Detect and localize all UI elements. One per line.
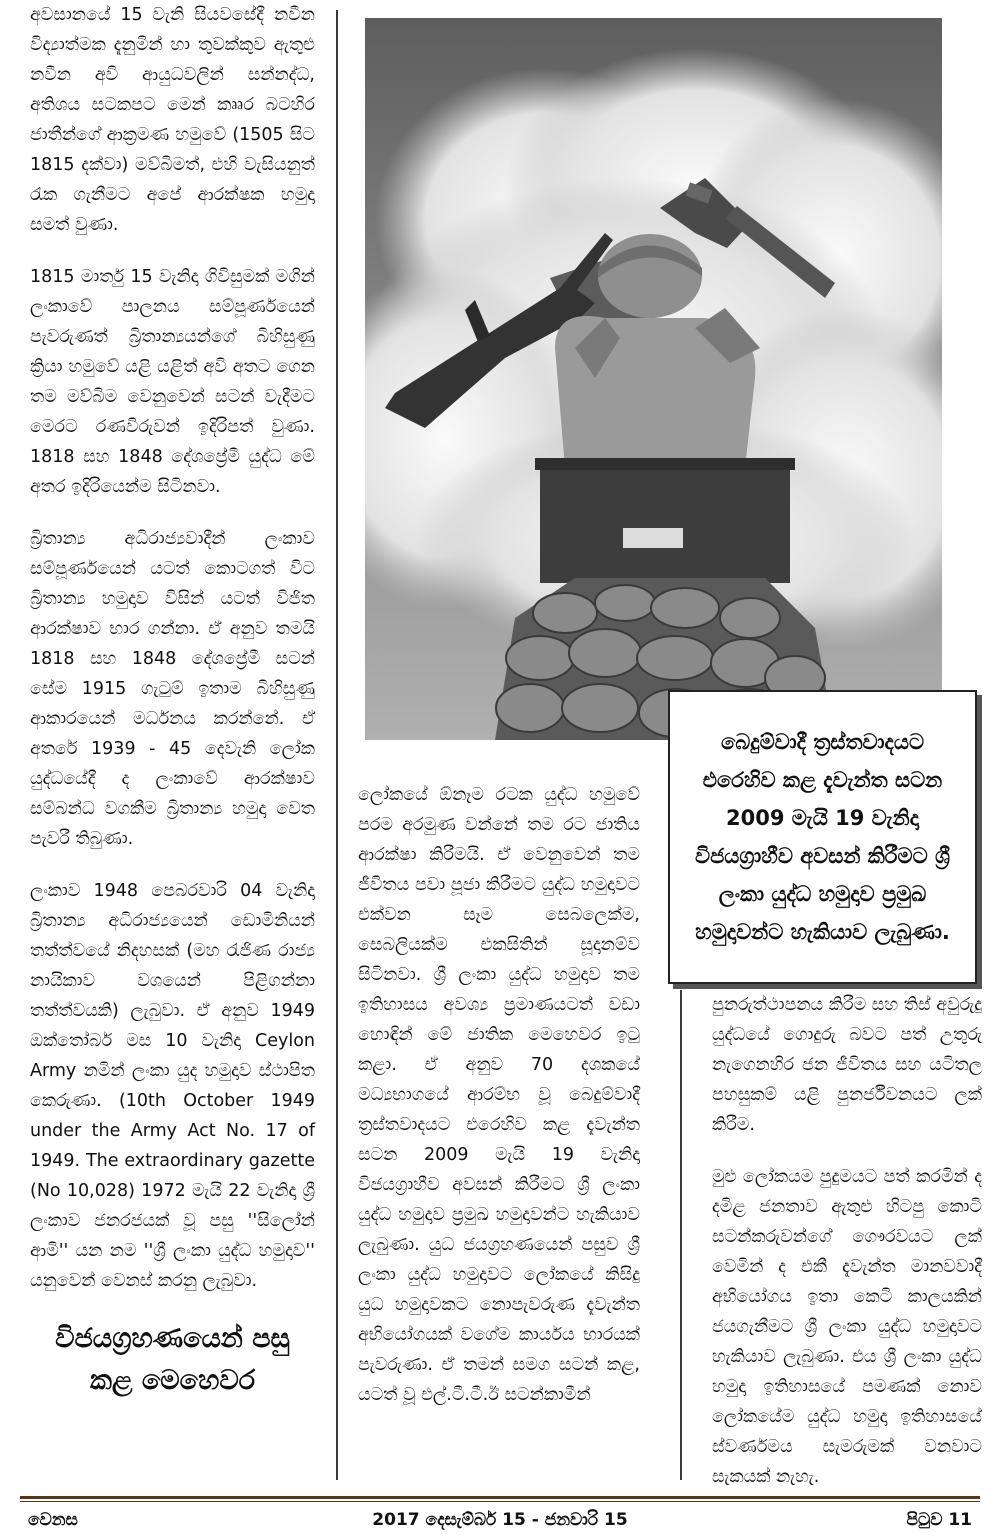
page-number: පිටුව 11 — [906, 1510, 972, 1530]
pull-quote-text: බෙදුම්වාදී ත්‍රස්තවාදයට එරෙහිව කළ දැවැන්ත සටන 2009 මැයි 19 වැනිදා විජයග්‍රාහීව අවසන් කිරීමට ශ්‍රී ලංකා යුද්ධ හමුදාව ප්‍රමුඛ හමුදාවන්ට හැකියාව ලැබුණා. — [694, 730, 951, 944]
right-column — [712, 990, 982, 1514]
publication-name: වෙනස — [28, 1510, 78, 1530]
right-paragraph-1: පුනරුත්ථාපනය කිරීම සහ තිස් අවුරුදු යුද්ධයේ ගොදුරු බවට පත් උතුරු නැගෙනහිර ජන ජීවිතය සහ යටිතල පහසුකම් යළි පුනර්ජීවනයට ලක් කිරීම. — [712, 995, 982, 1135]
left-column — [30, 0, 315, 1402]
column-divider-left — [336, 10, 338, 1480]
section-heading: විජයග්‍රහණයෙන් පසු කළ මෙහෙවර — [55, 1323, 290, 1396]
column-divider-right — [680, 990, 682, 1480]
right-paragraph-2: මුළු ලෝකයම පුදුමයට පත් කරමින් ද දමිළ ජනතාව ඇතුළු හිටපු කොටි සටන්කරුවන්ගේ ගෞරවයට ලක් වෙමින් ද එකී දැවැන්ත මානවවාදී අභියෝගය ඉතා කෙටි කාලයකින් ජයගැනීමට ශ්‍රී ලංකා යුද්ධ හමුදාවට හැකියාව ලැබුණා. එය ශ්‍රී ලංකා යුද්ධ හමුදා ඉතිහාසයේ පමණක් නොව ලෝකයේම යුද්ධ හමුදා ඉතිහාසයේ ස්වර්ණමය සැමරුමක් වනවාට සැකයක් නැහැ. — [712, 1167, 982, 1487]
page-footer — [20, 1506, 980, 1536]
soldier-statue-photo — [365, 18, 942, 740]
left-paragraph-4: ලංකාව 1948 පෙබරවාරි 04 වැනිදා බ්‍රිතාන්‍ය අධිරාජ්‍යයෙන් ඩොමිනියන් තත්ත්වයේ නිදහසක් (මහ රැජිණ රාජ්‍ය නායිකාව වශයෙන් පිළිගන්නා තත්ත්වයකි) ලැබුවා. ඒ අනුව 1949 ඔක්තෝබර් මස 10 වැනිදා Ceylon Army නමින් ලංකා යුද හමුදාව ස්ථාපිත කෙරුණා. (10th October 1949 under the Army Act No. 17 of 1949. The extraordinary gazette (No 10,028) 1972 මැයි 22 වැනිදා ශ්‍රී ලංකාව ජනරජයක් වූ පසු ''සිලෝන් ආමි'' යන නම ''ශ්‍රී ලංකා යුද්ධ හමුදාව'' යනුවෙන් වෙනස් කරනු ලැබුවා. — [30, 881, 315, 1291]
middle-column — [358, 780, 640, 1432]
left-paragraph-2: 1815 මාර්තු 15 වැනිදා ගිවිසුමක් මගින් ලංකාවේ පාලනය සම්පූර්ණයෙන් පැවරුණත් බ්‍රිතාන්‍යයන්ගේ බිහිසුණු ක්‍රියා හමුවේ යළි යළිත් අවි අතට ගෙන තම මව්බිම වෙනුවෙන් සටන් වැදීමට මෙරට රණවිරුවන් ඉදිරිපත් වුණා. 1818 සහ 1848 දේශප්‍රේමී යුද්ධ මේ අතර ඉදිරියෙන්ම සිටිනවා. — [30, 267, 315, 497]
footer-rule-thin — [20, 1501, 980, 1502]
pedestal — [540, 463, 790, 583]
middle-paragraph-1: ලෝකයේ ඕනෑම රටක යුද්ධ හමුවේ පරම අරමුණ වන්නේ තම රට ජාතිය ආරක්ෂා කිරීමයි. ඒ වෙනුවෙන් තම ජීවිතය පවා පූජා කිරීමට යුද්ධ හමුදාවට එක්වන සෑම සෙබලෙක්ම, සෙබලියක්ම එකසිතින් සූදානම්ව සිටිනවා. ශ්‍රී ලංකා යුද්ධ හමුදාව තම ඉතිහාසය අවශ්‍ය ප්‍රමාණයටත් වඩා හොඳින් මේ ජාතික මෙහෙවර ඉටු කළා. ඒ අනුව 70 දශකයේ මධ්‍යභාගයේ ආරම්භ වූ බෙදුම්වාදී ත්‍රස්තවාදයට එරෙහිව කළ දැවැන්ත සටන 2009 මැයි 19 වැනිදා විජයග්‍රාහීව අවසන් කිරීමට ශ්‍රී ලංකා යුද්ධ හමුදාව ප්‍රමුඛ හමුදාවන්ට හැකියාව ලැබුණා. යුධ ජයග්‍රහණයෙන් පසුව ශ්‍රී ලංකා යුද්ධ හමුදාවට ලෝකයේ කිසිදු යුධ හමුදාවකට නොපැවරුණ දැවැන්ත අභියෝගයක් වගේම කාර්යය භාරයක් පැවරුණා. ඒ තමන් සමග සටන් කළ, යටත් වූ එල්.ටී.ටී.ඊ සටන්කාමීන් — [358, 785, 640, 1405]
left-paragraph-1: අවසානයේ 15 වැනි සියවසේදී නවීන විද්‍යාත්මක දැනුමින් හා තුවක්කුව ඇතුළු නවීන අවි ආයුධවලින් සන්නද්ධ, අතිශය සටකපට මෙන් කෲර බටහිර ජාතීන්ගේ ආක්‍රමණ හමුවේ (1505 සිට 1815 දක්වා) මව්බිමත්, එහි වැසියනුත් රැක ගැනීමට අපේ ආරක්ෂක හමුදා සමත් වුණා. — [30, 5, 315, 235]
left-paragraph-3: බ්‍රිතාන්‍ය අධිරාජ්‍යවාදීන් ලංකාව සම්පූර්ණයෙන් යටත් කොටගත් විට බ්‍රිතාන්‍ය හමුදාව විසින් යටත් විජිත ආරක්ෂාව භාර ගන්නා. ඒ අනුව තමයි 1818 සහ 1848 දේශප්‍රේමී සටන් සේම 1915 ගැටුම් ඉතාම බිහිසුණු ආකාරයෙන් මර්ධනය කරන්නේ. ඒ අතරේ 1939 - 45 දෙවැනි ලෝක යුද්ධයේදී ද ලංකාවේ ආරක්ෂාව සම්බන්ධ වගකීම බ්‍රිතාන්‍ය හමුදා වෙත පැවරී තිබුණා. — [30, 529, 315, 849]
footer-rule — [20, 1496, 980, 1499]
pull-quote-box — [668, 690, 977, 984]
issue-date: 2017 දෙසැම්බර් 15 - ජනවාරි 15 — [372, 1510, 628, 1530]
